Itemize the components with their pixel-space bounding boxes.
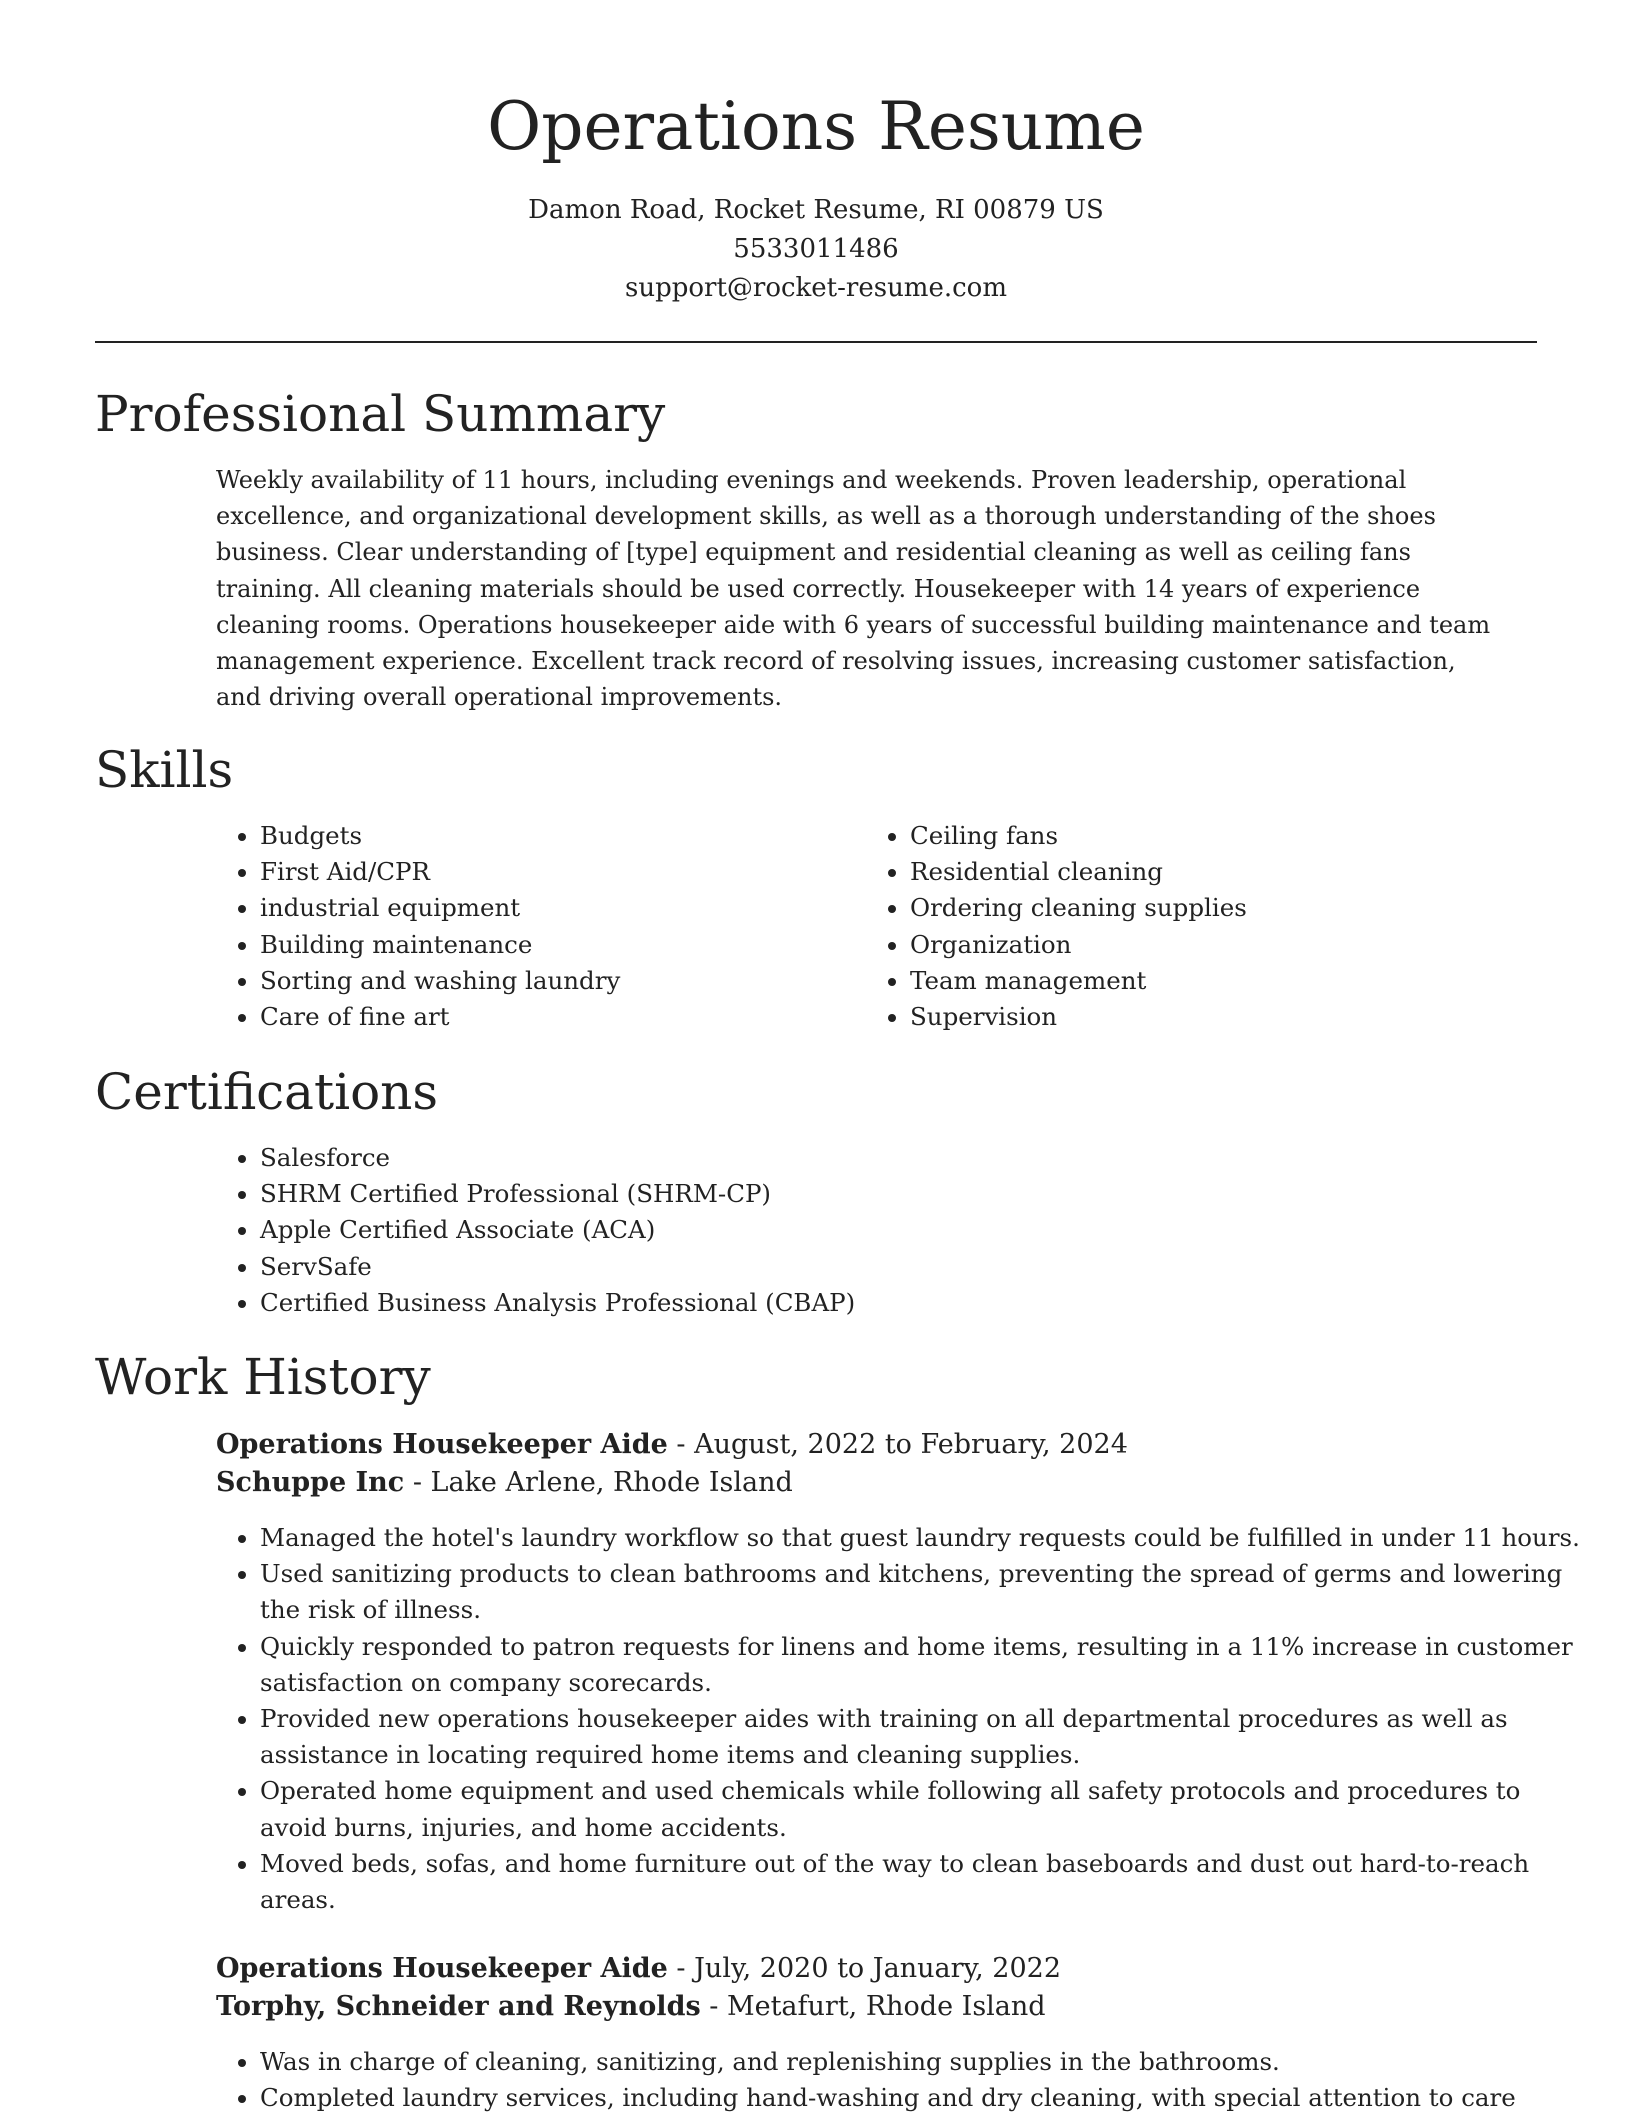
contact-block xyxy=(0,191,1632,308)
skill-item: • Sorting and washing laundry xyxy=(260,963,820,999)
job-separator: - xyxy=(700,1991,727,2022)
skill-item: • Ordering cleaning supplies xyxy=(910,890,1530,926)
job-dates: August, 2022 to February, 2024 xyxy=(694,1429,1128,1460)
job-bullet: • Moved beds, sofas, and home furniture out of the way to clean baseboards and dust out hard-to-reach areas. xyxy=(260,1846,1580,1918)
phone-text: 5533011486 xyxy=(733,234,899,264)
skill-item: • First Aid/CPR xyxy=(260,854,820,890)
skill-item: • Budgets xyxy=(260,818,820,854)
certification-item: • SHRM Certified Professional (SHRM-CP) xyxy=(260,1176,1460,1212)
job-separator: - xyxy=(667,1429,695,1460)
job-company: Schuppe Inc xyxy=(216,1467,405,1498)
certification-item: • Apple Certified Associate (ACA) xyxy=(260,1212,1460,1248)
job-dates: July, 2020 to January, 2022 xyxy=(694,1953,1062,1984)
skill-item: • Care of fine art xyxy=(260,999,820,1035)
summary-heading: Professional Summary xyxy=(95,385,666,443)
job-company: Torphy, Schneider and Reynolds xyxy=(216,1991,701,2022)
job-bullet: • Quickly responded to patron requests for linens and home items, resulting in a 11% increase in customer satisfaction on company scorecards. xyxy=(260,1629,1580,1701)
job-separator: - xyxy=(667,1953,695,1984)
certifications-list xyxy=(216,1140,1460,1321)
job-location: Lake Arlene, Rhode Island xyxy=(430,1467,793,1498)
summary-text: Weekly availability of 11 hours, including evenings and weekends. Proven leadership, operational excellence, and organizational development skills, as well as a thorough understanding of the shoes business. Clear understanding of [type] equipment and residential cleaning as well as ceiling fans training. All cleaning materials should be used correctly. Housekeeper with 14 years of experience cleaning rooms. Operations housekeeper aide with 6 years of successful building maintenance and team management experience. Excellent track record of resolving issues, increasing customer satisfaction, and driving overall operational improvements. xyxy=(216,466,1491,712)
job-company-line xyxy=(216,1988,1516,2026)
certification-item: • ServSafe xyxy=(260,1249,1460,1285)
job-bullet: • Used sanitizing products to clean bathrooms and kitchens, preventing the spread of germs and lowering the risk of illness. xyxy=(260,1556,1580,1628)
skills-heading: Skills xyxy=(95,741,234,799)
job-bullet: • Completed laundry services, including hand-washing and dry cleaning, with special attention to care xyxy=(260,2080,1580,2116)
address-text: Damon Road, Rocket Resume, RI 00879 US xyxy=(528,195,1104,225)
skill-item: • Residential cleaning xyxy=(910,854,1530,890)
job-bullet: • Provided new operations housekeeper aides with training on all departmental procedures as well as assistance in locating required home items and cleaning supplies. xyxy=(260,1701,1580,1773)
job-bullet: • Was in charge of cleaning, sanitizing, and replenishing supplies in the bathrooms. xyxy=(260,2044,1580,2080)
email-text: support@rocket-resume.com xyxy=(624,273,1007,303)
certification-item: • Salesforce xyxy=(260,1140,1460,1176)
skill-item: • Team management xyxy=(910,963,1530,999)
skill-item: • Ceiling fans xyxy=(910,818,1530,854)
job-bullet: • Operated home equipment and used chemicals while following all safety protocols and procedures to avoid burns, injuries, and home accidents. xyxy=(260,1773,1580,1845)
skill-item: • Building maintenance xyxy=(260,927,820,963)
work-history-heading: Work History xyxy=(95,1348,431,1406)
job-bullet: • Managed the hotel's laundry workflow so that guest laundry requests could be fulfilled in under 11 hours. xyxy=(260,1520,1580,1556)
resume-title: Operations Resume xyxy=(487,88,1145,165)
skill-item: • Organization xyxy=(910,927,1530,963)
job-title-line xyxy=(216,1950,1516,1988)
header-divider xyxy=(95,341,1537,343)
job-company-line xyxy=(216,1464,1516,1502)
skills-list-left xyxy=(216,818,820,1035)
job-separator: - xyxy=(404,1467,431,1498)
certification-item: • Certified Business Analysis Professional (CBAP) xyxy=(260,1285,1460,1321)
job-bullets xyxy=(216,2044,1580,2116)
skill-item: • industrial equipment xyxy=(260,890,820,926)
job-title: Operations Housekeeper Aide xyxy=(216,1953,668,1984)
skill-item: • Supervision xyxy=(910,999,1530,1035)
job-title-line xyxy=(216,1426,1516,1464)
job-title: Operations Housekeeper Aide xyxy=(216,1429,668,1460)
skills-list-right xyxy=(866,818,1530,1035)
job-bullets xyxy=(216,1520,1580,1918)
job-location: Metafurt, Rhode Island xyxy=(726,1991,1046,2022)
certifications-heading: Certifications xyxy=(95,1063,439,1121)
